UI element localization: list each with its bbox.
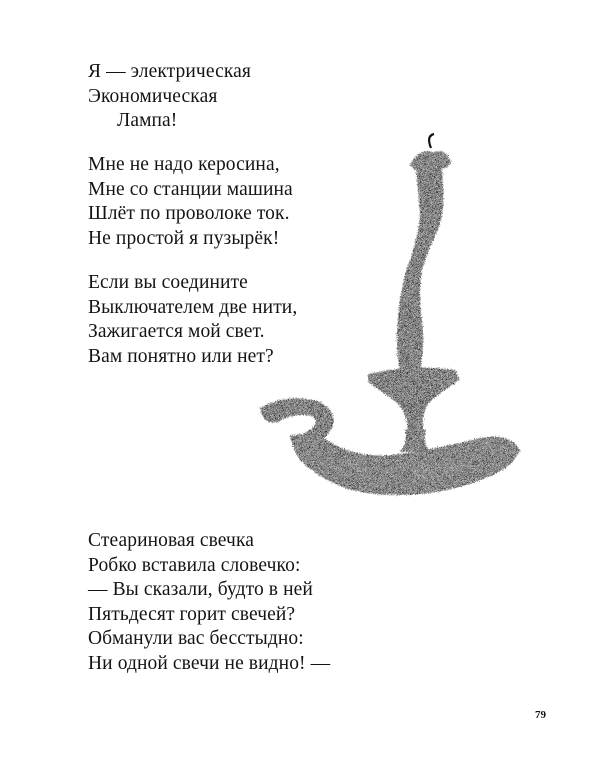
- poem-line: Зажигается мой свет.: [88, 321, 265, 343]
- poem-line: Стеариновая свечка: [88, 530, 254, 551]
- stanza-1: [88, 60, 251, 134]
- poem-line: Мне со станции машина: [88, 178, 293, 200]
- poem-line: Шлёт по проволоке ток.: [88, 203, 290, 225]
- poem-line: Вам понятно или нет?: [88, 345, 274, 367]
- poem-line: Лампа!: [117, 110, 178, 132]
- poem-line: Обманули вас бесстыдно:: [88, 628, 304, 650]
- stanza-4: [88, 529, 330, 677]
- poem-line: Если вы соедините: [88, 272, 248, 293]
- poem-line: Выключателем две нити,: [88, 296, 298, 318]
- candlestick-cup: [368, 368, 460, 432]
- poem-line: Ни одной свечи не видно! —: [88, 652, 331, 674]
- poem-line: Экономическая: [88, 85, 218, 107]
- poem-line: — Вы сказали, будто в ней: [88, 579, 313, 601]
- poem-line: Пятьдесят горит свечей?: [88, 603, 296, 625]
- page-number: 79: [535, 709, 546, 721]
- candle-in-candlestick-icon: [250, 130, 530, 530]
- poem-line: Я — электрическая: [88, 61, 251, 82]
- candle-top: [410, 151, 451, 171]
- poem-line: Мне не надо керосина,: [88, 154, 280, 175]
- wick: [429, 134, 434, 148]
- poem-line: Не простой я пузырёк!: [88, 227, 280, 249]
- candle-body: [397, 168, 444, 370]
- candlestick-stem: [400, 428, 430, 452]
- poem-line: Робко вставила словечко:: [88, 554, 301, 576]
